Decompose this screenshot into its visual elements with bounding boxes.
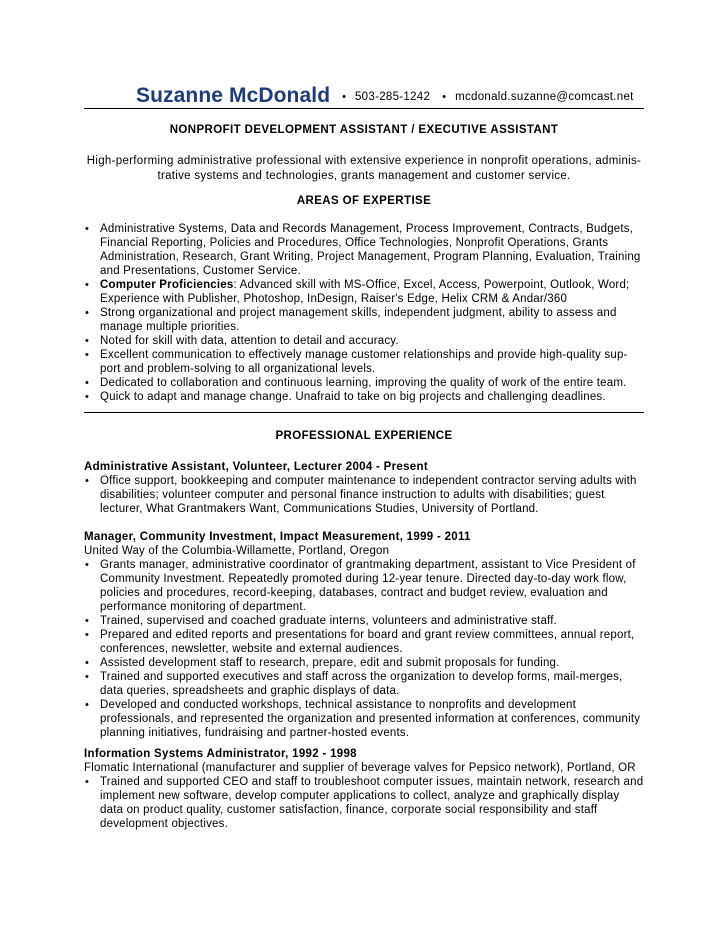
list-item	[84, 474, 644, 516]
job-bullets	[84, 558, 644, 740]
bullet-icon: •	[85, 279, 90, 291]
bullet-icon: •	[85, 223, 90, 235]
bullet-icon: •	[85, 349, 90, 361]
job-organization: United Way of the Columbia-Willamette, Portland, Oregon	[84, 545, 390, 557]
summary-line: trative systems and technologies, grants management and customer service.	[157, 170, 571, 182]
bullet-icon: •	[85, 307, 90, 319]
email-address: mcdonald.suzanne@comcast.net	[455, 91, 634, 103]
summary	[84, 154, 644, 184]
list-item-text: Dedicated to collaboration and continuous learning, improving the quality of work of the entire team.	[100, 377, 627, 389]
list-item	[84, 306, 644, 334]
bullet-icon: •	[85, 629, 90, 641]
bullet-icon: •	[85, 615, 90, 627]
bullet-icon: •	[85, 657, 90, 669]
list-item-text: Office support, bookkeeping and computer maintenance to independent contractor serving adults with disabilities; volunteer computer and personal finance instruction to adults with disabilities; guest lecturer, What Grantmakers Want, Communications Studies, University of Portland.	[100, 475, 637, 515]
list-item	[84, 376, 644, 390]
list-item-text: Grants manager, administrative coordinator of grantmaking department, assistant to Vice President of Community Investment. Repeatedly promoted during 12-year tenure. Directed day-to-day work flow, policies and procedures, record-keeping, databases, contract and budget review, evaluation and performance monitoring of department.	[100, 559, 636, 613]
separator-bullet: •	[442, 91, 447, 103]
list-item-text: Trained and supported executives and staff across the organization to develop forms, mail-merges, data queries, spreadsheets and graphic displays of data.	[100, 671, 623, 697]
bullet-icon: •	[85, 391, 90, 403]
list-item	[84, 390, 644, 404]
list-item-text: Strong organizational and project management skills, independent judgment, ability to assess and manage multiple priorities.	[100, 307, 617, 333]
job-entry	[84, 747, 644, 831]
list-item	[84, 698, 644, 740]
list-item-label: Computer Proficiencies	[100, 279, 234, 291]
list-item	[84, 558, 644, 614]
job-bullets	[84, 775, 644, 831]
job-title: Manager, Community Investment, Impact Measurement, 1999 - 2011	[84, 531, 471, 543]
expertise-list	[84, 222, 644, 404]
list-item	[84, 656, 644, 670]
job-entry	[84, 460, 644, 516]
candidate-name: Suzanne McDonald	[136, 84, 331, 107]
list-item-text: Prepared and edited reports and presentations for board and grant review committees, annual report, conferences, newsletter, website and external audiences.	[100, 629, 635, 655]
job-title: Information Systems Administrator, 1992 - 1998	[84, 748, 357, 760]
list-item	[84, 670, 644, 698]
list-item	[84, 222, 644, 278]
list-item-text: Quick to adapt and manage change. Unafraid to take on big projects and challenging deadlines.	[100, 391, 606, 403]
bullet-icon: •	[85, 335, 90, 347]
list-item-text: Developed and conducted workshops, technical assistance to nonprofits and development professionals, and represented the organization and presented information at conferences, community planning initiatives, fundraising and partner-hosted events.	[100, 699, 641, 739]
list-item	[84, 278, 644, 306]
list-item-text: Assisted development staff to research, prepare, edit and submit proposals for funding.	[100, 657, 560, 669]
bullet-icon: •	[85, 475, 90, 487]
bullet-icon: •	[85, 671, 90, 683]
summary-line: High-performing administrative professional with extensive experience in nonprofit operations, adminis-	[86, 155, 642, 167]
bullet-icon: •	[85, 776, 90, 788]
list-item-text: Trained, supervised and coached graduate interns, volunteers and administrative staff.	[100, 615, 558, 627]
list-item-text: Trained and supported CEO and staff to troubleshoot computer issues, maintain network, research and implement new software, develop computer applications to collect, analyze and graphically display data on product quality, customer satisfaction, finance, corporate social responsibility and staff development objectives.	[100, 776, 644, 830]
phone-number: 503-285-1242	[354, 91, 431, 103]
list-item-text: Excellent communication to effectively manage customer relationships and provide high-quality sup-port and problem-solving to all organizational levels.	[100, 349, 628, 375]
resume-header	[84, 82, 644, 108]
list-item	[84, 775, 644, 831]
header-divider	[84, 108, 644, 109]
list-item	[84, 628, 644, 656]
list-item-text: : Advanced skill with MS-Office, Excel, Access, Powerpoint, Outlook, Word; Experience with Publisher, Photoshop, InDesign, Raiser's Edge, Helix CRM & Andar/360	[100, 279, 630, 305]
bullet-icon: •	[85, 699, 90, 711]
expertise-heading: AREAS OF EXPERTISE	[296, 195, 432, 207]
separator-bullet: •	[342, 91, 346, 103]
bullet-icon: •	[85, 377, 90, 389]
list-item	[84, 334, 644, 348]
section-divider	[84, 412, 644, 413]
experience-heading: PROFESSIONAL EXPERIENCE	[275, 430, 453, 442]
headline: NONPROFIT DEVELOPMENT ASSISTANT / EXECUTIVE ASSISTANT	[169, 124, 559, 136]
list-item	[84, 348, 644, 376]
job-entry	[84, 530, 644, 740]
list-item	[84, 614, 644, 628]
job-title: Administrative Assistant, Volunteer, Lecturer 2004 - Present	[84, 461, 428, 473]
job-organization: Flomatic International (manufacturer and supplier of beverage valves for Pepsico network), Portland, OR	[84, 762, 636, 774]
bullet-icon: •	[85, 559, 90, 571]
list-item-text: Noted for skill with data, attention to detail and accuracy.	[100, 335, 399, 347]
job-bullets	[84, 474, 644, 516]
list-item-text: Administrative Systems, Data and Records Management, Process Improvement, Contracts, Budgets, Financial Reporting, Policies and Procedures, Office Technologies, Nonprofit Operations, Grants Administration, Research, Grant Writing, Project Management, Program Planning, Evaluation, Training and Presentations, Customer Service.	[100, 223, 641, 277]
